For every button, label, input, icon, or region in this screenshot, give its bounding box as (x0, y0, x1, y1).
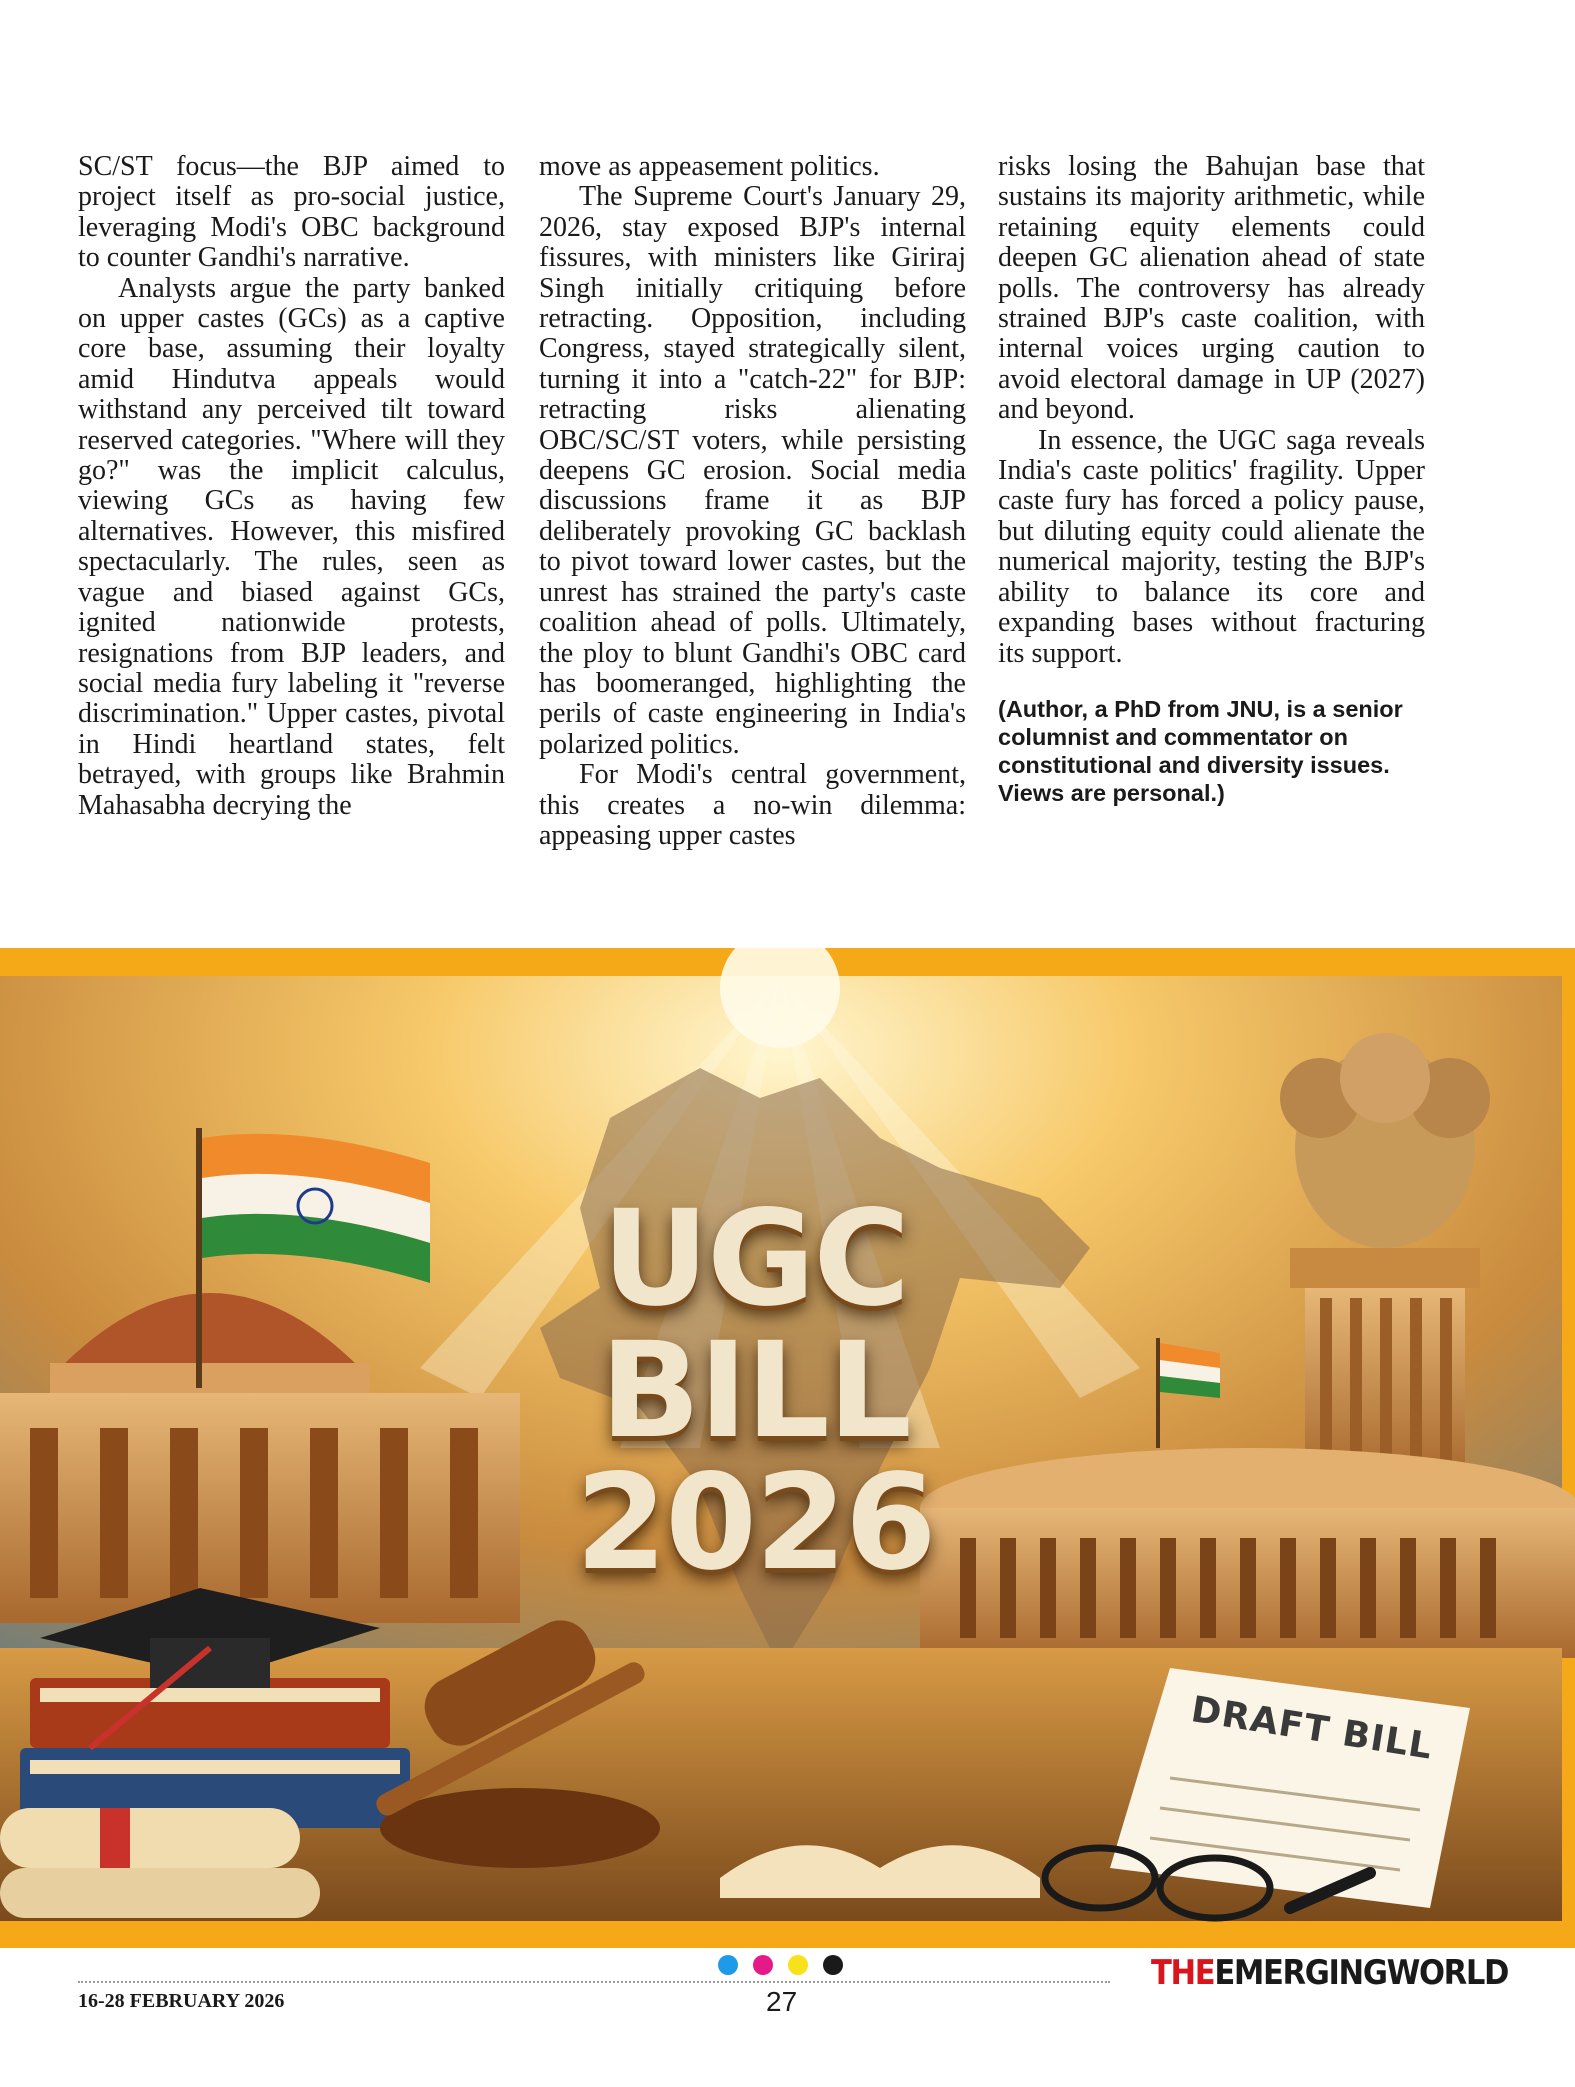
registration-dot-black (823, 1955, 843, 1975)
paragraph: SC/ST focus—the BJP aimed to project itself as pro-social justice, leveraging Modi's OBC background to counter Gandhi's narrative. (78, 151, 505, 274)
publication-logo-part-1: THE (1151, 1953, 1215, 1993)
paragraph: risks losing the Bahujan base that sustains its majority arithmetic, while retaining equity elements could deepen GC alienation ahead of state polls. The controversy has already strained BJP's caste coalition, with internal voices urging caution to avoid electoral damage in UP (2027) and beyond. (998, 151, 1425, 426)
publication-logo-part-2: EMERGINGWORLD (1214, 1953, 1509, 1993)
registration-dot-magenta (753, 1955, 773, 1975)
paragraph: Analysts argue the party banked on upper castes (GCs) as a captive core base, assuming their loyalty amid Hindutva appeals would withstand any perceived tilt toward reserved categories. "Where will they go?" was the implicit calculus, viewing GCs as having few alternatives. However, this misfired spectacularly. The rules, seen as vague and biased against GCs, ignited nationwide protests, resignations from BJP leaders, and social media fury labeling it "reverse discrimination." Upper castes, pivotal in Hindi heartland states, felt betrayed, with groups like Brahmin Mahasabha decrying the (78, 272, 505, 821)
issue-date: 16-28 FEBRUARY 2026 (78, 1990, 285, 2012)
registration-dot-yellow (788, 1955, 808, 1975)
publication-logo (1151, 1953, 1508, 1993)
hero-title-line-2: BILL (600, 1314, 910, 1468)
article-column-3 (998, 152, 1425, 807)
hero-title-line-3: 2026 (575, 1446, 935, 1600)
author-bio: (Author, a PhD from JNU, is a senior columnist and commentator on constitutional and diversity issues. Views are personal.) (998, 695, 1403, 806)
paragraph: The Supreme Court's January 29, 2026, stay exposed BJP's internal fissures, with ministers like Giriraj Singh initially critiquing before retracting. Opposition, including Congress, stayed strategically silent, turning it into a "catch-22" for BJP: retracting risks alienating OBC/SC/ST voters, while persisting deepens GC erosion. Social media discussions frame it as BJP deliberately provoking GC backlash to pivot toward lower castes, but the unrest has strained the party's caste coalition ahead of polls. Ultimately, the ploy to blunt Gandhi's OBC card has boomeranged, highlighting the perils of caste engineering in India's polarized politics. (539, 181, 966, 760)
footer-divider (78, 1981, 1110, 1983)
hero-illustration (0, 948, 1575, 1948)
hero-title-line-1: UGC (601, 1182, 909, 1336)
registration-dot-cyan (718, 1955, 738, 1975)
page-number: 27 (766, 1986, 798, 2017)
scrolls (0, 1808, 320, 1918)
article-column-2 (539, 152, 966, 851)
registration-marks (718, 1955, 858, 1977)
article-column-1 (78, 152, 505, 821)
paragraph: For Modi's central government, this creates a no-win dilemma: appeasing upper castes (539, 759, 966, 851)
lion-capital-pillar (1280, 1033, 1490, 1478)
paragraph: move as appeasement politics. (539, 151, 880, 182)
paragraph: In essence, the UGC saga reveals India's caste politics' fragility. Upper caste fury has forced a policy pause, but diluting equity could alienate the numerical majority, testing the BJP's ability to balance its core and expanding bases without fracturing its support. (998, 424, 1425, 669)
hero-title (560, 1182, 950, 1600)
draft-bill-label: DRAFT BILL (1188, 1689, 1436, 1768)
